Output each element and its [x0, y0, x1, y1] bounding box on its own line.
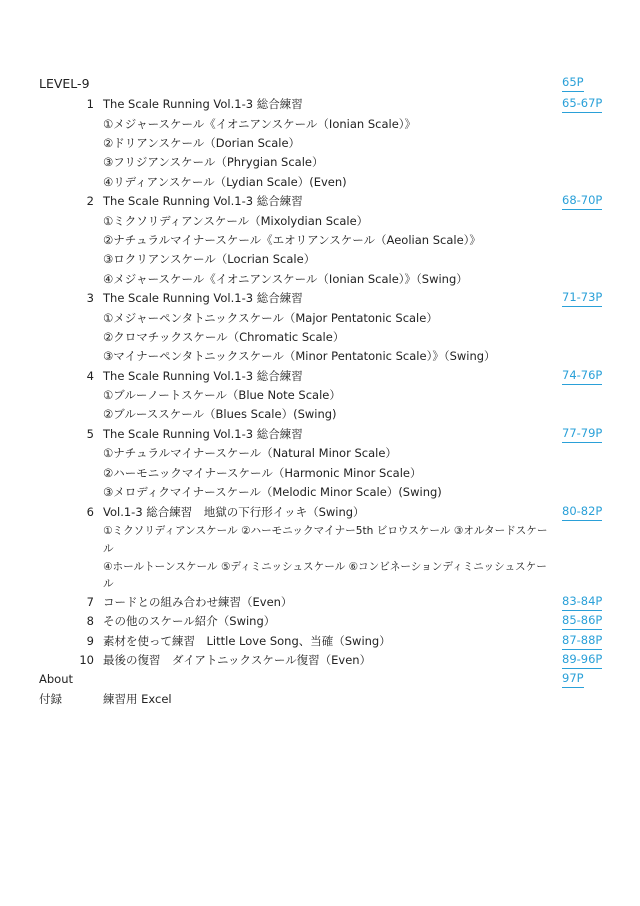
scale-item: ②ドリアンスケール（Dorian Scale）	[103, 136, 301, 150]
section-page-link[interactable]: 68-70P	[562, 192, 602, 210]
scale-item: ④ホールトーンスケール ⑤ディミニッシュスケール ⑥コンビネーションディミニッシュスケー	[103, 561, 547, 573]
section-title: The Scale Running Vol.1-3 総合練習	[103, 369, 303, 383]
section-row-3	[0, 289, 640, 308]
scale-item: ②ナチュラルマイナースケール《エオリアンスケール（Aeolian Scale）》	[103, 233, 481, 247]
level-row	[0, 74, 640, 93]
scale-item: ②ブルーススケール（Blues Scale）(Swing)	[103, 407, 337, 421]
section-title: The Scale Running Vol.1-3 総合練習	[103, 97, 303, 111]
scale-item: ①ブルーノートスケール（Blue Note Scale）	[103, 388, 341, 402]
scale-item: ③マイナーペンタトニックスケール（Minor Pentatonic Scale）》（Swing）	[103, 349, 496, 363]
appendix-title: 練習用 Excel	[103, 692, 172, 706]
section-page-link[interactable]: 74-76P	[562, 367, 602, 385]
list-item	[0, 464, 640, 483]
scale-item: ④メジャースケール《イオニアンスケール（Ionian Scale）》（Swing）	[103, 272, 468, 286]
section-number: 5	[86, 427, 94, 441]
section-row-10	[0, 651, 640, 670]
scale-item: ①ナチュラルマイナースケール（Natural Minor Scale）	[103, 446, 397, 460]
list-item	[0, 153, 640, 172]
scale-item: ル	[103, 578, 114, 590]
list-item	[0, 231, 640, 250]
section-page-link[interactable]: 77-79P	[562, 425, 602, 443]
scale-item: ③フリジアンスケール（Phrygian Scale）	[103, 155, 324, 169]
section-page-link[interactable]: 85-86P	[562, 612, 602, 630]
section-row-9	[0, 632, 640, 651]
section-page-link[interactable]: 71-73P	[562, 289, 602, 307]
section-number: 6	[86, 505, 94, 519]
section-number: 9	[86, 634, 94, 648]
list-item	[0, 405, 640, 424]
list-item	[0, 173, 640, 192]
section-title: その他のスケール紹介（Swing）	[103, 614, 276, 628]
section-title: コードとの組み合わせ練習（Even）	[103, 595, 293, 609]
section-page-link[interactable]: 65-67P	[562, 95, 602, 113]
scale-item: ③ロクリアンスケール（Locrian Scale）	[103, 252, 316, 266]
section-title: 最後の復習 ダイアトニックスケール復習（Even）	[103, 653, 372, 667]
section-number: 7	[86, 595, 94, 609]
section-page-link[interactable]: 80-82P	[562, 503, 602, 521]
section-number: 3	[86, 291, 94, 305]
list-item	[0, 115, 640, 134]
about-label: About	[39, 672, 74, 686]
section-page-link[interactable]: 89-96P	[562, 651, 602, 669]
section-row-6	[0, 503, 640, 522]
section-number: 4	[86, 369, 94, 383]
list-item	[0, 522, 640, 541]
section-page-link[interactable]: 87-88P	[562, 632, 602, 650]
section-number: 1	[86, 97, 94, 111]
section-title: The Scale Running Vol.1-3 総合練習	[103, 291, 303, 305]
section-row-7	[0, 593, 640, 612]
scale-item: ①メジャーペンタトニックスケール（Major Pentatonic Scale）	[103, 311, 438, 325]
level-label: LEVEL-9	[39, 76, 90, 91]
about-page-link[interactable]: 97P	[562, 670, 584, 688]
section-row-5	[0, 425, 640, 444]
section-number: 10	[79, 653, 94, 667]
list-item	[0, 270, 640, 289]
scale-item: ②ハーモニックマイナースケール（Harmonic Minor Scale）	[103, 466, 422, 480]
scale-item: ②クロマチックスケール（Chromatic Scale）	[103, 330, 345, 344]
list-item	[0, 212, 640, 231]
level-page-link[interactable]: 65P	[562, 74, 584, 92]
list-item	[0, 250, 640, 269]
section-title: The Scale Running Vol.1-3 総合練習	[103, 194, 303, 208]
section-number: 2	[86, 194, 94, 208]
list-item	[0, 309, 640, 328]
scale-item: ④リディアンスケール（Lydian Scale）(Even)	[103, 175, 347, 189]
list-item	[0, 483, 640, 502]
list-item	[0, 328, 640, 347]
section-row-2	[0, 192, 640, 211]
list-item	[0, 575, 640, 594]
section-title: 素材を使って練習 Little Love Song、当確（Swing）	[103, 634, 391, 648]
section-row-8	[0, 612, 640, 631]
scale-item: ①ミクソリディアンスケール（Mixolydian Scale）	[103, 214, 369, 228]
list-item	[0, 347, 640, 366]
about-row	[0, 670, 640, 689]
list-item	[0, 540, 640, 559]
section-row-1	[0, 95, 640, 114]
list-item	[0, 134, 640, 153]
list-item	[0, 444, 640, 463]
appendix-row	[0, 690, 640, 709]
section-number: 8	[86, 614, 94, 628]
section-title: Vol.1-3 総合練習 地獄の下行形イッキ（Swing）	[103, 505, 365, 519]
list-item	[0, 386, 640, 405]
scale-item: ル	[103, 543, 114, 555]
scale-item: ③メロディクマイナースケール（Melodic Minor Scale）(Swing)	[103, 485, 442, 499]
section-row-4	[0, 367, 640, 386]
section-title: The Scale Running Vol.1-3 総合練習	[103, 427, 303, 441]
scale-item: ①メジャースケール《イオニアンスケール（Ionian Scale）》	[103, 117, 417, 131]
section-page-link[interactable]: 83-84P	[562, 593, 602, 611]
scale-item: ①ミクソリディアンスケール ②ハーモニックマイナー5th ビロウスケール ③オルタードスケー	[103, 525, 548, 537]
appendix-label: 付録	[39, 692, 62, 706]
